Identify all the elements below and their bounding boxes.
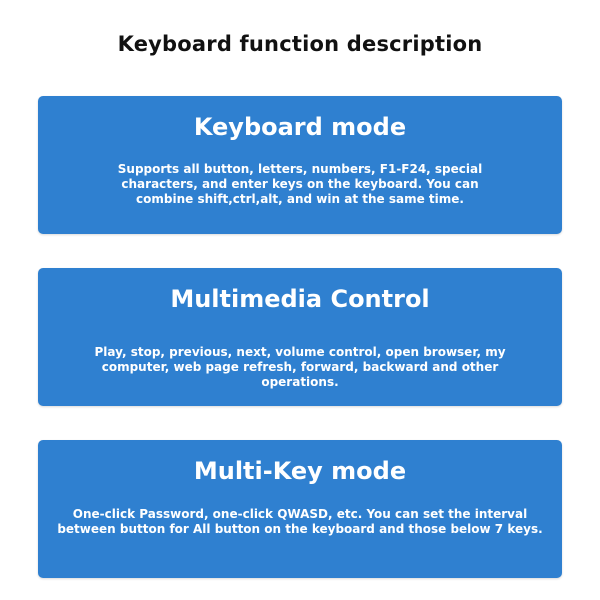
multi-key-mode-description: One-click Password, one-click QWASD, etc. You can set the interval between button for All button on the keyboard and those below 7 keys. <box>57 507 543 536</box>
multimedia-control-description: Play, stop, previous, next, volume control, open browser, my computer, web page refresh, forward, backward and other operations. <box>94 345 506 389</box>
keyboard-mode-description: Supports all button, letters, numbers, F1-F24, special characters, and enter keys on the keyboard. You can combine shift,ctrl,alt, and win at the same time. <box>117 162 483 206</box>
multimedia-control-title: Multimedia Control <box>170 285 430 313</box>
multi-key-mode-title: Multi-Key mode <box>193 457 407 485</box>
keyboard-mode-card <box>38 96 562 234</box>
page-title: Keyboard function description <box>117 32 483 56</box>
keyboard-mode-title: Keyboard mode <box>193 113 407 141</box>
multi-key-mode-card <box>38 440 562 578</box>
multimedia-control-card <box>38 268 562 406</box>
